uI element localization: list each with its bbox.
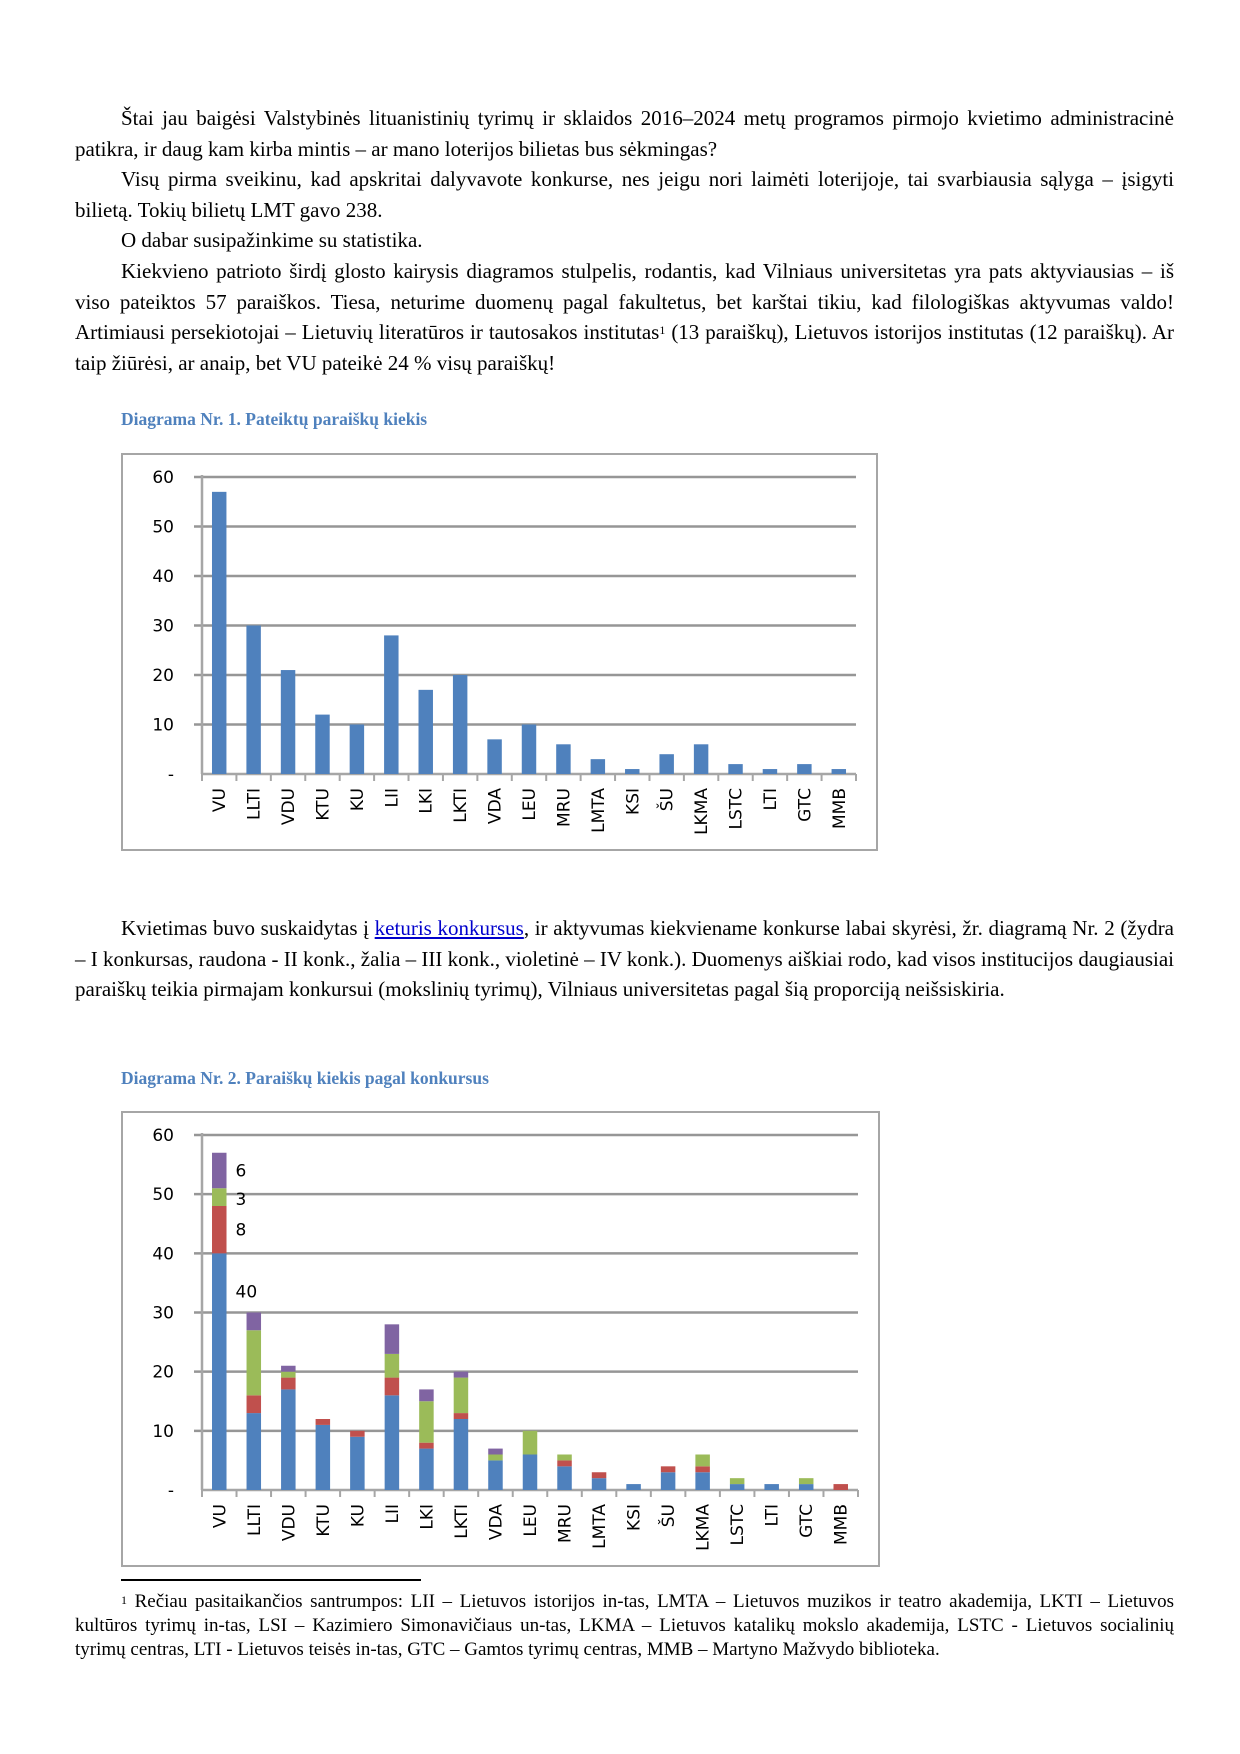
- bar-segment: [626, 1484, 641, 1490]
- bar: [281, 670, 295, 774]
- chart1-svg: [123, 455, 876, 849]
- x-tick-label: LSTC: [726, 788, 747, 830]
- x-tick-label: LKI: [417, 1504, 438, 1530]
- paragraph-intro-text: Štai jau baigėsi Valstybinės lituanistinių tyrimų ir sklaidos 2016–2024 metų programos pirmojo kvietimo administracinė patikra, ir daug kam kirba mintis – ar mano loterijos bilietas bus sėkmingas?: [75, 106, 1174, 161]
- paragraph-contests-text-a: Kvietimas buvo suskaidytas į: [121, 916, 375, 940]
- x-tick-label: LMTA: [588, 788, 609, 833]
- footnote-ref[interactable]: 1: [659, 323, 666, 337]
- y-tick-label: 50: [152, 1185, 174, 1206]
- paragraph-statistics-text: O dabar susipažinkime su statistika.: [121, 228, 423, 252]
- bar-segment: [488, 1460, 503, 1490]
- y-tick-label: 50: [152, 517, 174, 538]
- bar: [797, 764, 811, 774]
- chart2-frame: [121, 1111, 880, 1567]
- x-tick-label: VDA: [486, 1504, 507, 1541]
- paragraph-vu: [75, 256, 1174, 378]
- bar: [591, 759, 605, 774]
- x-tick-label: VDU: [279, 788, 300, 826]
- chart1-frame: [121, 453, 878, 851]
- x-tick-label: ŠU: [659, 1504, 680, 1528]
- bar-segment: [419, 1449, 434, 1490]
- data-label: 3: [235, 1190, 247, 1211]
- paragraph-congrats-text: Visų pirma sveikinu, kad apskritai dalyvavote konkurse, nes jeigu nori laimėti loterijoje, tai svarbiausia sąlyga – įsigyti bilietą. Tokių bilietų LMT gavo 238.: [75, 167, 1174, 222]
- data-label: 8: [235, 1220, 247, 1241]
- bar-segment: [454, 1372, 469, 1378]
- x-tick-label: LKMA: [692, 788, 713, 835]
- x-tick-label: LEU: [520, 788, 540, 821]
- bar-segment: [523, 1431, 538, 1455]
- bar: [212, 492, 226, 774]
- bar-segment: [385, 1354, 400, 1378]
- bar-segment: [419, 1443, 434, 1449]
- bar-segment: [316, 1425, 331, 1490]
- x-tick-label: MRU: [554, 788, 575, 827]
- bar-segment: [592, 1472, 607, 1478]
- bar: [384, 635, 398, 774]
- y-tick-label: 40: [152, 567, 174, 587]
- bar: [728, 764, 742, 774]
- bar-segment: [695, 1466, 710, 1472]
- bar-segment: [350, 1437, 365, 1490]
- bar-segment: [592, 1478, 607, 1490]
- bar-segment: [695, 1455, 710, 1467]
- paragraph-vu-text-a: Kiekvieno patrioto širdį glosto kairysis diagramos stulpelis, rodantis, kad Vilniaus universitetas yra pats aktyviausias – iš viso pateiktos 57 paraiškos. Tiesa, neturime duomenų pagal fakultetus, bet karštai tikiu, kad filologiškas aktyvumas valdo! Artimiausi persekiotojai – Lietuvių literatūros ir tautosakos institutas: [75, 259, 1174, 344]
- x-tick-label: ŠU: [657, 788, 678, 812]
- bar-segment: [247, 1330, 262, 1395]
- paragraph-congrats: [75, 164, 1174, 225]
- x-tick-label: KU: [347, 788, 368, 812]
- paragraph-statistics: [75, 225, 1174, 256]
- bar-segment: [730, 1478, 745, 1484]
- bar: [763, 769, 777, 774]
- bar: [694, 744, 708, 774]
- y-tick-label: 40: [152, 1244, 174, 1265]
- bar: [453, 675, 467, 774]
- bar: [315, 715, 329, 774]
- bar-segment: [281, 1389, 296, 1490]
- x-tick-label: LTI: [762, 1504, 783, 1527]
- data-label: 40: [235, 1282, 258, 1303]
- bar-segment: [247, 1395, 262, 1413]
- bar-segment: [454, 1413, 469, 1419]
- x-tick-label: KTU: [313, 1504, 334, 1537]
- bar-segment: [730, 1484, 745, 1490]
- y-tick-label: 60: [152, 1126, 174, 1146]
- y-tick-label: 30: [152, 1303, 174, 1324]
- x-tick-label: VU: [210, 1504, 231, 1529]
- x-tick-label: LEU: [521, 1504, 541, 1537]
- x-tick-label: LII: [382, 1504, 403, 1524]
- x-tick-label: LII: [382, 788, 403, 808]
- bar-segment: [454, 1378, 469, 1414]
- footnote-marker: 1: [121, 1593, 127, 1607]
- x-tick-label: LTI: [760, 788, 781, 811]
- x-tick-label: LKTI: [451, 788, 472, 823]
- bar-segment: [419, 1401, 434, 1442]
- bar-segment: [799, 1484, 814, 1490]
- bar-segment: [247, 1313, 262, 1331]
- bar-segment: [385, 1395, 400, 1490]
- bar-segment: [247, 1413, 262, 1490]
- bar-segment: [764, 1484, 779, 1490]
- y-tick-label: -: [167, 1481, 174, 1501]
- x-tick-label: LLTI: [244, 788, 265, 820]
- x-tick-label: LKI: [416, 788, 437, 814]
- bar-segment: [281, 1366, 296, 1372]
- x-tick-label: LKMA: [693, 1504, 714, 1551]
- x-tick-label: MRU: [555, 1504, 576, 1543]
- footnote-text: Rečiau pasitaikančios santrumpos: LII – Lietuvos istorijos in-tas, LMTA – Lietuvos muzikos ir teatro akademija, LKTI – Lietuvos kultūros tyrimų in-tas, LSI – Kazimiero Simonavičiaus un-tas, LKMA – Lietuvos katalikų mokslo akademija, LSTC - Lietuvos socialinių tyrimų centras, LTI - Lietuvos teisės in-tas, GTC – Gamtos tyrimų centras, MMB – Martyno Mažvydo biblioteka.: [75, 1591, 1174, 1660]
- bar-segment: [350, 1431, 365, 1437]
- bar-segment: [557, 1455, 572, 1461]
- bar-segment: [661, 1466, 676, 1472]
- bar: [556, 744, 570, 774]
- chart1-caption: Diagrama Nr. 1. Pateiktų paraiškų kiekis: [121, 409, 428, 429]
- data-label: 6: [235, 1161, 247, 1182]
- bar-segment: [212, 1188, 227, 1206]
- x-tick-label: GTC: [795, 788, 816, 822]
- bar: [659, 754, 673, 774]
- bar-segment: [316, 1419, 331, 1425]
- paragraph-contests-text-b: , ir aktyvumas kiekviename konkurse labai skyrėsi, žr. diagramą Nr. 2 (žydra – I konkursas, raudona - II konk., žalia – III konk., violetinė – IV konk.). Duomenys aiškiai rodo, kad visos institucijos daugiausiai paraiškų teikia pirmajam konkursui (mokslinių tyrimų), Vilniaus universitetas pagal šią proporciją neišsiskiria.: [75, 916, 1175, 1001]
- footnote-separator: [121, 1579, 421, 1581]
- chart2-caption: Diagrama Nr. 2. Paraiškų kiekis pagal konkursus: [121, 1068, 489, 1088]
- bar-segment: [212, 1206, 227, 1253]
- x-tick-label: VU: [210, 788, 231, 813]
- bar-segment: [488, 1455, 503, 1461]
- contests-link[interactable]: keturis konkursus: [374, 916, 524, 940]
- bar-segment: [557, 1466, 572, 1490]
- y-tick-label: 10: [152, 715, 174, 736]
- x-tick-label: KU: [348, 1504, 369, 1528]
- bar: [419, 690, 433, 774]
- x-tick-label: MMB: [829, 788, 850, 829]
- bar: [625, 769, 639, 774]
- x-tick-label: MMB: [831, 1504, 852, 1545]
- x-tick-label: LSTC: [728, 1504, 749, 1546]
- x-tick-label: LMTA: [590, 1504, 611, 1549]
- bar-segment: [557, 1460, 572, 1466]
- x-tick-label: KSI: [624, 1504, 645, 1531]
- bar-segment: [281, 1378, 296, 1390]
- bar: [832, 769, 846, 774]
- bar-segment: [454, 1419, 469, 1490]
- bar-segment: [695, 1472, 710, 1490]
- y-tick-label: 20: [152, 666, 174, 686]
- y-tick-label: 60: [152, 468, 174, 488]
- y-tick-label: 20: [152, 1362, 174, 1383]
- x-tick-label: KSI: [623, 788, 644, 815]
- x-tick-label: VDU: [279, 1504, 300, 1542]
- paragraph-vu-text-b: (13 paraiškų), Lietuvos istorijos institutas (12 paraiškų). Ar taip žiūrėsi, ar anaip, bet VU pateikė 24 % visų paraiškų!: [75, 320, 1174, 375]
- paragraph-intro: [75, 103, 1174, 164]
- bar-segment: [419, 1389, 434, 1401]
- bar-segment: [212, 1153, 227, 1189]
- y-tick-label: 10: [152, 1421, 174, 1442]
- x-tick-label: VDA: [485, 788, 506, 825]
- bar-segment: [281, 1372, 296, 1378]
- bar-segment: [385, 1378, 400, 1396]
- bar: [246, 626, 260, 775]
- bar-segment: [523, 1455, 538, 1491]
- x-tick-label: LLTI: [244, 1504, 265, 1536]
- x-tick-label: KTU: [313, 788, 334, 821]
- y-tick-label: -: [167, 765, 174, 785]
- x-tick-label: GTC: [797, 1504, 818, 1538]
- footnote: [75, 1590, 1174, 1662]
- bar: [350, 725, 364, 775]
- bar-segment: [799, 1478, 814, 1484]
- bar: [487, 739, 501, 774]
- bar-segment: [488, 1449, 503, 1455]
- chart2-svg: [123, 1113, 878, 1565]
- bar-segment: [212, 1253, 227, 1490]
- bar: [522, 725, 536, 775]
- bar-segment: [661, 1472, 676, 1490]
- bar-segment: [833, 1484, 848, 1490]
- x-tick-label: LKTI: [451, 1504, 472, 1539]
- y-tick-label: 30: [152, 616, 174, 637]
- bar-segment: [385, 1324, 400, 1354]
- paragraph-contests: [75, 913, 1174, 1005]
